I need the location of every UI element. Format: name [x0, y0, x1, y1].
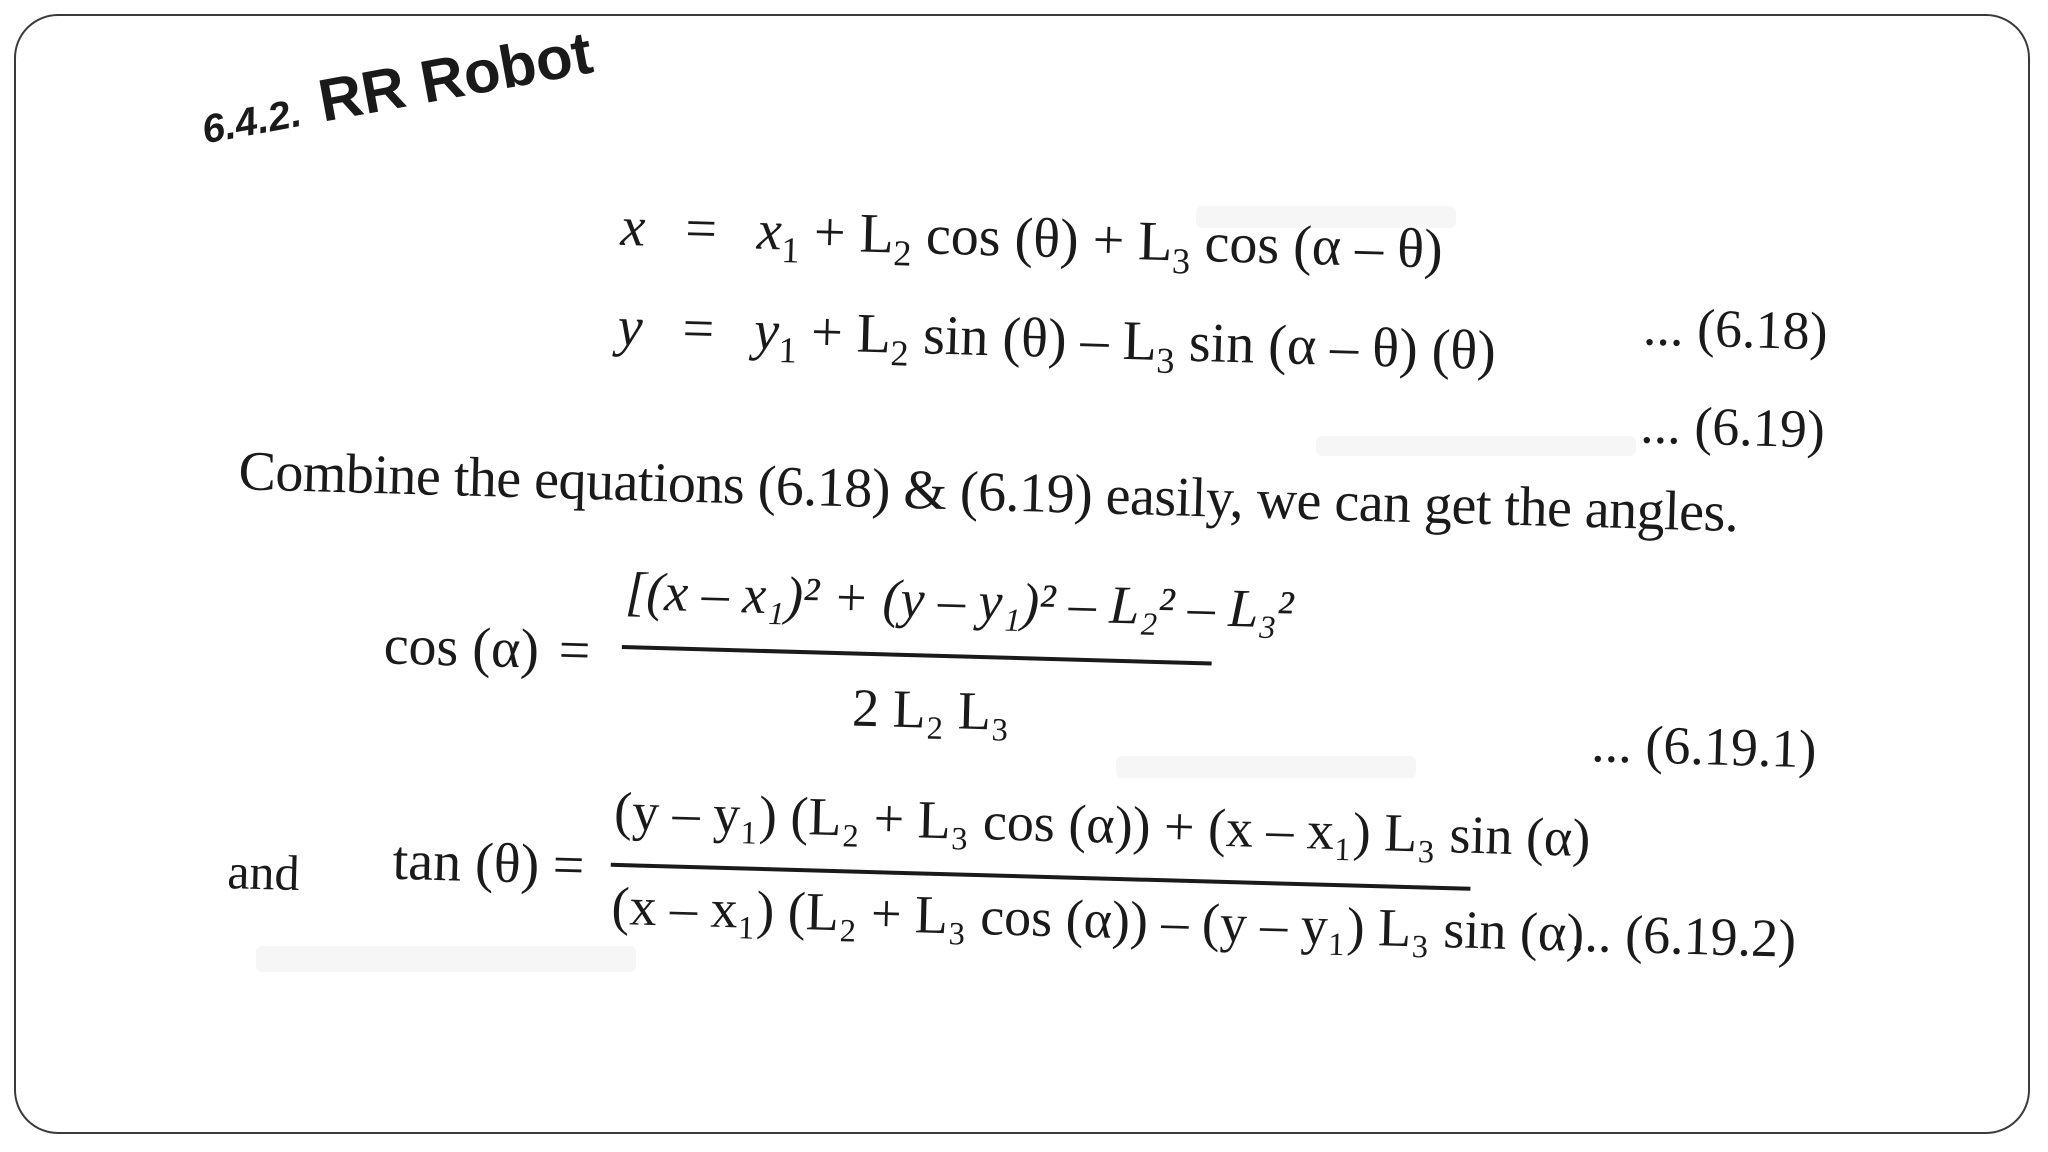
slide-frame	[14, 14, 2030, 1134]
equation-label: ... (6.19.1)	[1590, 713, 1818, 780]
section-number: 6.4.2.	[198, 90, 305, 153]
eq-lhs: cos (α)	[382, 614, 540, 681]
eq-term: sin (α – θ) (θ)	[1174, 311, 1497, 383]
fraction-denominator: 2 L₂ L₃	[851, 677, 1011, 742]
eq-subscript: 3	[1155, 340, 1176, 382]
eq-term: cos (θ) + L	[911, 203, 1174, 274]
equation-label: ... (6.18)	[1642, 296, 1829, 362]
section-title: RR Robot	[313, 18, 598, 135]
eq-term: sin (θ) – L	[908, 303, 1158, 373]
eq-term: + L	[813, 201, 895, 266]
fraction-denominator: (x – x₁) (L₂ + L₃ cos (α)) – (y – y₁) L₃ sin (α)	[610, 875, 1586, 963]
eq-equals: =	[557, 619, 592, 683]
eq-subscript: 2	[892, 233, 913, 274]
equation-label: ... (6.19.2)	[1570, 902, 1797, 969]
eq-equals: =	[551, 834, 586, 898]
fraction-numerator: [(x – x₁)² + (y – y₁)² – L₂² – L₃²	[624, 561, 1295, 640]
scanned-page	[14, 14, 2030, 1134]
section-heading	[195, 18, 598, 157]
eq-lhs: tan (θ)	[391, 829, 541, 896]
eq-equals: =	[681, 297, 716, 361]
eq-subscript: 3	[1171, 240, 1191, 282]
equation-6-19	[617, 295, 1497, 383]
eq-lhs: y	[616, 295, 644, 359]
equation-6-18	[620, 195, 1444, 282]
eq-subscript: 2	[889, 333, 910, 374]
eq-term: cos (α – θ)	[1189, 211, 1444, 281]
eq-term: + L	[810, 301, 892, 366]
eq-equals: =	[684, 197, 718, 261]
equation-label: ... (6.19)	[1639, 394, 1826, 460]
and-prefix: and	[226, 843, 301, 902]
eq-subscript: 1	[780, 230, 801, 271]
eq-term: x	[756, 199, 783, 263]
fraction-numerator: (y – y₁) (L₂ + L₃ cos (α)) + (x – x₁) L₃ sin (α)	[613, 780, 1592, 869]
eq-lhs: x	[619, 195, 647, 259]
eq-subscript: 1	[777, 330, 798, 371]
eq-term: y	[753, 299, 780, 363]
combine-paragraph: Combine the equations (6.18) & (6.19) easily, we can get the angles.	[237, 440, 1740, 545]
fraction-bar	[622, 645, 1212, 665]
